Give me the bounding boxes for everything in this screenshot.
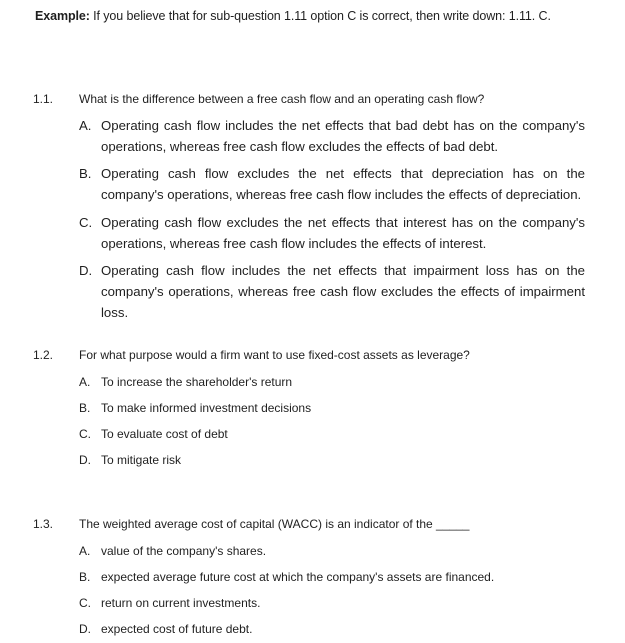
option-text: To mitigate risk: [101, 453, 182, 467]
option-letter: A.: [79, 375, 91, 389]
option-text: expected average future cost at which the company's assets are financed.: [101, 570, 495, 584]
option-letter: B.: [79, 401, 91, 415]
option-text: Operating cash flow excludes the net effects that interest has on the company's operations, whereas free cash flow includes the effects of interest.: [101, 215, 585, 251]
question-number: 1.3.: [33, 517, 54, 531]
example-text: If you believe that for sub-question 1.11 option C is correct, then write down: 1.11. C.: [93, 9, 551, 23]
option-text: value of the company's shares.: [101, 544, 267, 558]
option-text: To evaluate cost of debt: [101, 427, 228, 441]
option-letter: A.: [79, 544, 91, 558]
option-text: Operating cash flow excludes the net effects that depreciation has on the company's operations, whereas free cash flow includes the effects of depreciation.: [101, 166, 585, 202]
option-letter: C.: [79, 596, 91, 610]
option-letter: C.: [79, 427, 91, 441]
option-text: return on current investments.: [101, 596, 261, 610]
option-letter: D.: [79, 622, 91, 636]
option-letter: B.: [79, 166, 92, 181]
option-text: Operating cash flow includes the net effects that bad debt has on the company's operations, whereas free cash flow excludes the effects of bad debt.: [101, 118, 585, 154]
option-letter: D.: [79, 263, 93, 278]
question-text: For what purpose would a firm want to use fixed-cost assets as leverage?: [79, 348, 470, 362]
option-text: expected cost of future debt.: [101, 622, 253, 636]
option-letter: B.: [79, 570, 91, 584]
question-text: The weighted average cost of capital (WACC) is an indicator of the _____: [79, 517, 470, 531]
example-label: Example:: [35, 9, 90, 23]
option-letter: C.: [79, 215, 93, 230]
option-text: To increase the shareholder's return: [101, 375, 293, 389]
option-letter: A.: [79, 118, 92, 133]
option-text: To make informed investment decisions: [101, 401, 312, 415]
question-number: 1.2.: [33, 348, 54, 362]
question-text: What is the difference between a free cash flow and an operating cash flow?: [79, 92, 485, 106]
option-text: Operating cash flow includes the net effects that impairment loss has on the company's operations, whereas free cash flow excludes the effects of impairment loss.: [101, 263, 585, 320]
example-instruction: [35, 9, 551, 23]
question-number: 1.1.: [33, 92, 54, 106]
option-letter: D.: [79, 453, 91, 467]
